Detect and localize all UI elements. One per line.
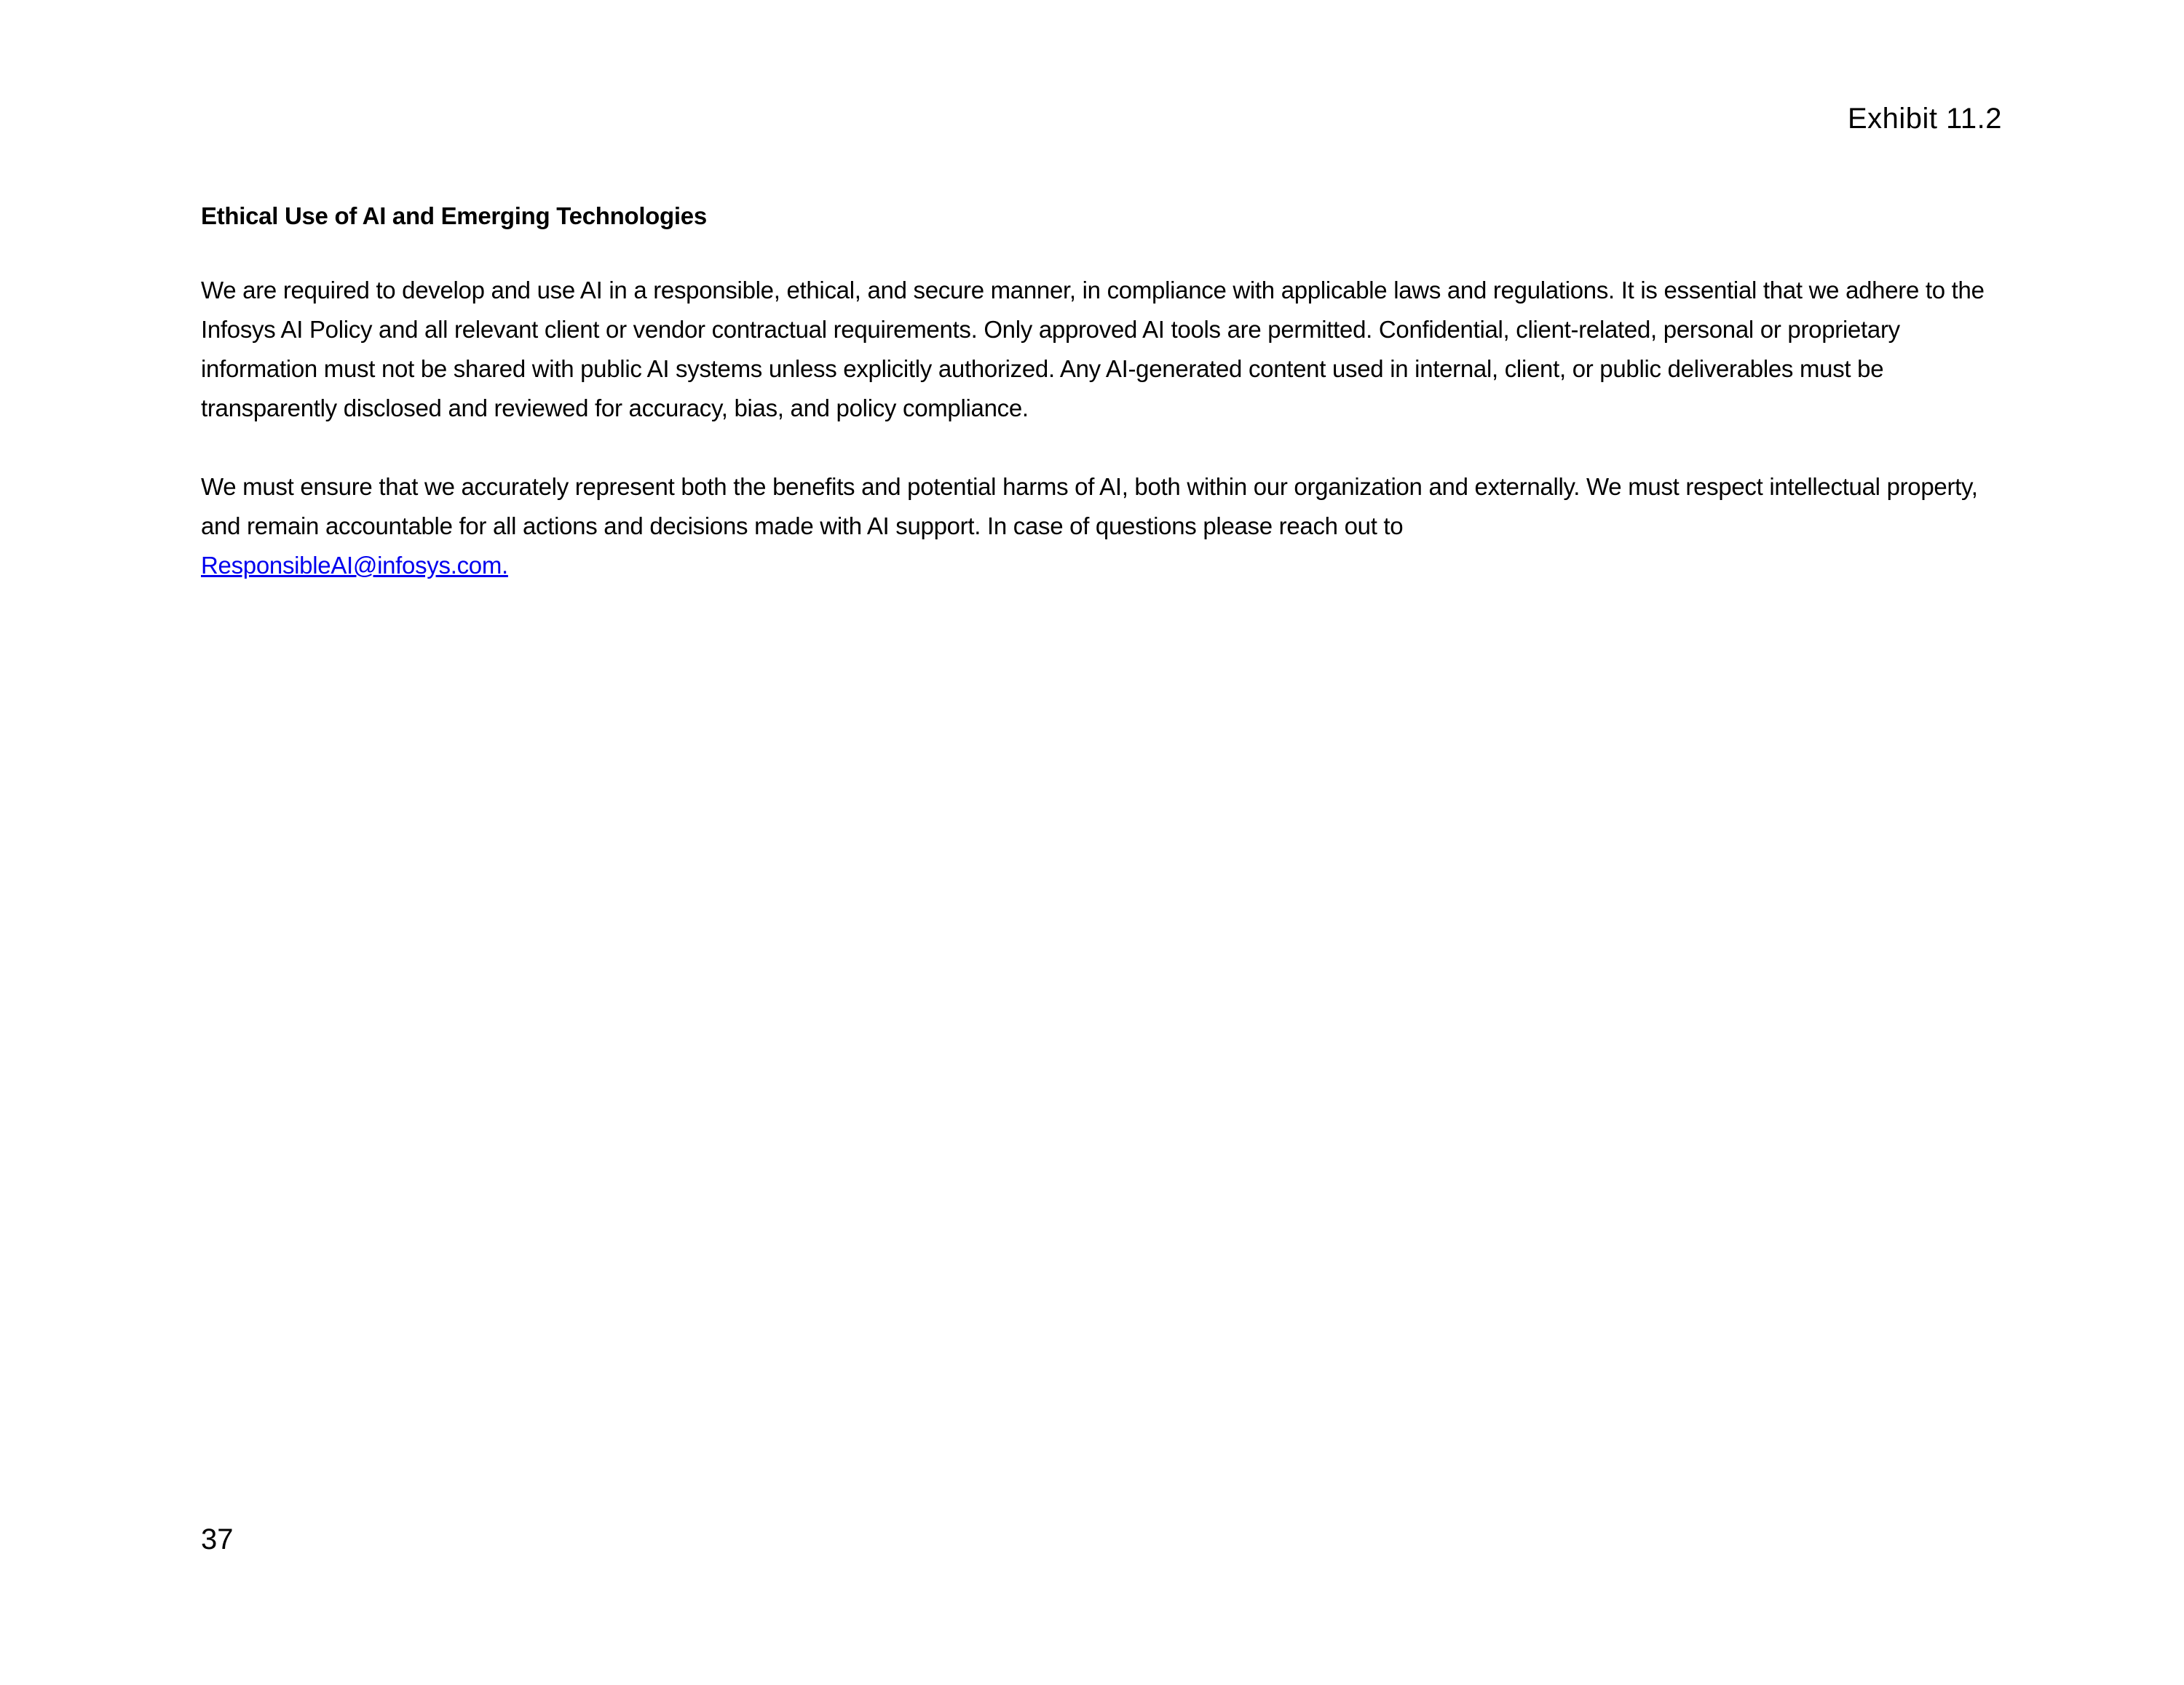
section-heading: Ethical Use of AI and Emerging Technologies	[201, 202, 707, 229]
exhibit-label: Exhibit 11.2	[1847, 103, 2002, 135]
page-number: 37	[201, 1523, 234, 1555]
policy-paragraph-1: We are required to develop and use AI in a responsible, ethical, and secure manner, in compliance with applicable laws and regulations. It is essential that we adhere to the Infosys AI Policy and all relevant client or vendor contractual requirements. Only approved AI tools are permitted. Confidential, client-related, personal or proprietary information must not be shared with public AI systems unless explicitly authorized. Any AI-generated content used in internal, client, or public deliverables must be transparently disclosed and reviewed for accuracy, bias, and policy compliance.	[201, 277, 1985, 421]
contact-email-link[interactable]: ResponsibleAI@infosys.com.	[201, 552, 508, 579]
policy-paragraph-2	[201, 467, 1999, 585]
policy-paragraph-2-text: We must ensure that we accurately represent both the benefits and potential harms of AI, both within our organization and externally. We must respect intellectual property, and remain accountable for all actions and decisions made with AI support. In case of questions please reach out to	[201, 473, 1978, 539]
document-body	[201, 198, 1999, 625]
